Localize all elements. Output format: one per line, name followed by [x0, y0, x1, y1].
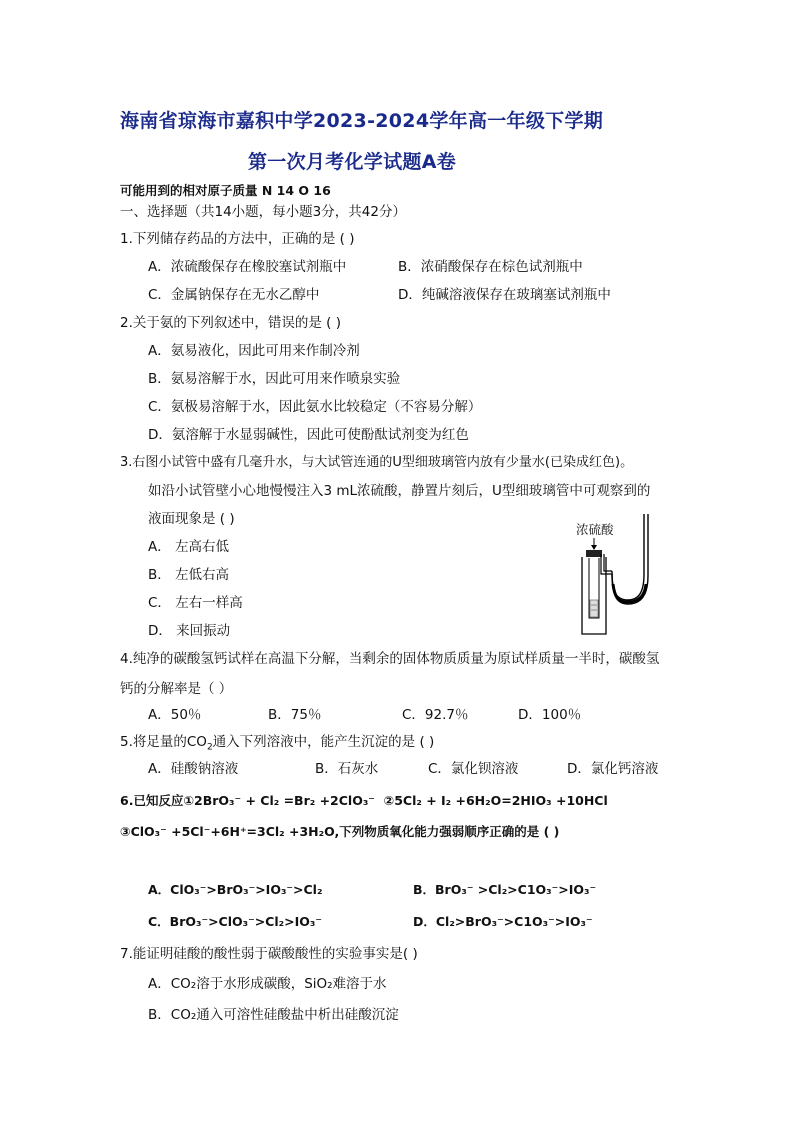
q6-option-c: C．BrO₃⁻>ClO₃⁻>Cl₂>IO₃⁻	[148, 914, 322, 929]
q7-option-a: A．CO₂溶于水形成碳酸，SiO₂难溶于水	[148, 976, 387, 992]
q6-stem-post: 下列物质氧化能力强弱顺序正确的是 ( )	[339, 824, 560, 839]
q4-option-d: D．100％	[518, 707, 582, 723]
q3-option-d: D． 来回振动	[148, 623, 231, 639]
atomic-mass-line: 可能用到的相对原子质量 N 14 O 16	[120, 183, 331, 198]
q3-option-c: C． 左右一样高	[148, 595, 243, 611]
q2-option-c: C．氨极易溶解于水，因此氨水比较稳定（不容易分解）	[148, 399, 482, 415]
q3-option-a: A． 左高右低	[148, 539, 230, 555]
page-title-line1: 海南省琼海市嘉积中学2023-2024学年高一年级下学期	[120, 110, 604, 132]
test-tube-figure	[560, 514, 660, 642]
q5-option-b: B．石灰水	[315, 761, 379, 777]
q1-option-b: B．浓硝酸保存在棕色试剂瓶中	[398, 259, 583, 275]
q5-option-a: A．硅酸钠溶液	[148, 761, 239, 777]
question-7-stem: 7.能证明硅酸的酸性弱于碳酸酸性的实验事实是( )	[120, 946, 418, 962]
q5-stem-sub: 2	[206, 742, 213, 753]
q5-stem-pre: 5.将足量的CO	[120, 734, 207, 750]
q2-option-d: D．氨溶解于水显弱碱性，因此可使酚酞试剂变为红色	[148, 427, 469, 443]
q1-option-a: A．浓硫酸保存在橡胶塞试剂瓶中	[148, 259, 347, 275]
question-1-stem: 1.下列储存药品的方法中，正确的是 ( )	[120, 231, 355, 247]
q2-option-a: A．氨易液化，因此可用来作制冷剂	[148, 343, 360, 359]
q5-option-d: D．氯化钙溶液	[567, 761, 659, 777]
q6-reaction-1: ①2BrO₃⁻ + Cl₂ =Br₂ +2ClO₃⁻	[183, 793, 375, 808]
q5-stem-post: 通入下列溶液中，能产生沉淀的是 ( )	[212, 734, 435, 750]
q4-option-c: C．92.7％	[402, 707, 469, 723]
q6-reaction-2: ②5Cl₂ + I₂ +6H₂O=2HIO₃ +10HCl	[383, 793, 608, 808]
q3-option-b: B． 左低右高	[148, 567, 230, 583]
q1-option-c: C．金属钠保存在无水乙醇中	[148, 287, 320, 303]
q6-option-d: D．Cl₂>BrO₃⁻>C1O₃⁻>IO₃⁻	[413, 914, 593, 929]
q6-lead: 6.已知反应	[120, 793, 184, 808]
page-title-line2: 第一次月考化学试题A卷	[248, 151, 457, 173]
apparatus-drawing	[560, 514, 660, 642]
figure-label: 浓硫酸	[576, 522, 614, 537]
question-5-stem	[120, 733, 434, 757]
q7-option-b: B．CO₂通入可溶性硅酸盐中析出硅酸沉淀	[148, 1007, 399, 1023]
question-4-stem-line1: 4.纯净的碳酸氢钙试样在高温下分解，当剩余的固体物质质量为原试样质量一半时，碳酸氢	[120, 651, 660, 667]
question-3-stem-line3: 液面现象是 ( )	[148, 511, 235, 527]
question-4-stem-line2: 钙的分解率是（ ）	[120, 681, 233, 697]
q4-option-b: B．75％	[268, 707, 322, 723]
section-heading: 一、选择题（共14小题，每小题3分，共42分）	[120, 204, 406, 220]
q6-reaction-3: ③ClO₃⁻ +5Cl⁻+6H⁺=3Cl₂ +3H₂O,	[120, 824, 340, 839]
question-6-stem-line2	[120, 823, 559, 841]
q1-option-d: D．纯碱溶液保存在玻璃塞试剂瓶中	[398, 287, 611, 303]
question-3-stem-line2: 如沿小试管壁小心地慢慢注入3 mL浓硫酸，静置片刻后，U型细玻璃管中可观察到的	[148, 483, 651, 499]
q4-option-a: A．50％	[148, 707, 202, 723]
question-2-stem: 2.关于氨的下列叙述中，错误的是 ( )	[120, 315, 341, 331]
question-3-stem-line1: 3.右图小试管中盛有几毫升水，与大试管连通的U型细玻璃管内放有少量水(已染成红色)。	[120, 455, 634, 470]
q5-option-c: C．氯化钡溶液	[428, 761, 519, 777]
q2-option-b: B．氨易溶解于水，因此可用来作喷泉实验	[148, 371, 401, 387]
q6-option-b: B．BrO₃⁻ >Cl₂>C1O₃⁻>IO₃⁻	[413, 882, 597, 897]
q6-option-a: A．ClO₃⁻>BrO₃⁻>IO₃⁻>Cl₂	[148, 882, 323, 897]
question-6-stem-line1	[120, 792, 608, 810]
